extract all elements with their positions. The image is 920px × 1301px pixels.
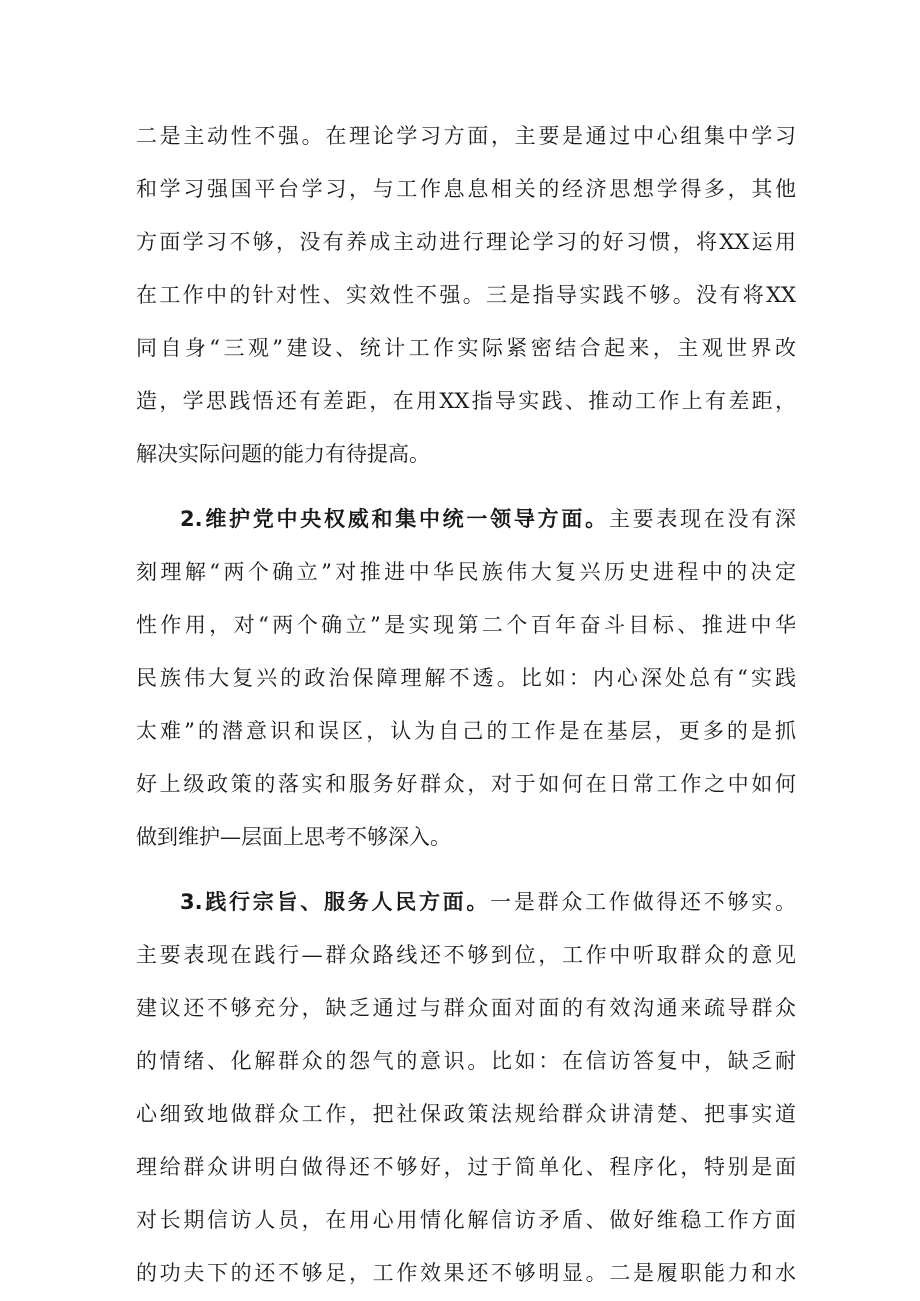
text-line: 心细致地做群众工作，把社保政策法规给群众讲清楚、把事实道 [136,1102,796,1126]
paragraph-first-line [136,493,796,546]
text-line: 主要表现在践行—群众路线还不够到位，工作中听取群众的意见 [136,943,796,967]
text-line: 的功夫下的还不够足，工作效果还不够明显。二是履职能力和水 [136,1261,796,1285]
paragraph-gap [136,864,796,876]
text-line: 好上级政策的落实和服务好群众，对于如何在日常工作之中如何 [136,772,796,796]
text-line: 解决实际问题的能力有待提高。 [136,442,430,466]
text-run: 一是群众工作做得还不够实。 [490,890,796,914]
text-line: 理给群众讲明白做得还不够好，过于简单化、程序化，特别是面 [136,1155,796,1179]
text-line: 做到维护—层面上思考不够深入。 [136,825,451,849]
text-line: 建议还不够充分，缺乏通过与群众面对面的有效沟通来疏导群众 [136,996,796,1020]
paragraph-3 [136,876,796,1300]
text-line: 对长期信访人员，在用心用情化解信访矛盾、做好维稳工作方面 [136,1208,796,1232]
document-body [136,110,796,1300]
text-line: 造，学思践悟还有差距，在用XX指导实践、推动工作上有差距， [136,389,796,413]
text-line: 二是主动性不强。在理论学习方面，主要是通过中心组集中学习 [136,124,796,148]
text-run: 主要表现在没有深 [608,507,796,531]
text-line: 性作用，对“两个确立”是实现第二个百年奋斗目标、推进中华 [136,613,796,637]
text-line: 的情绪、化解群众的怨气的意识。比如：在信访答复中，缺乏耐 [136,1049,796,1073]
paragraph-1 [136,110,796,481]
paragraph-gap [136,481,796,493]
paragraph-first-line [136,876,796,929]
text-line: 民族伟大复兴的政治保障理解不透。比如：内心深处总有“实践 [136,666,796,690]
text-line: 刻理解“两个确立”对推进中华民族伟大复兴历史进程中的决定 [136,560,796,584]
section-heading: 3.践行宗旨、服务人民方面。 [180,890,491,914]
text-line: 太难”的潜意识和误区，认为自己的工作是在基层，更多的是抓 [136,719,796,743]
text-line: 和学习强国平台学习，与工作息息相关的经济思想学得多，其他 [136,177,796,201]
paragraph-2 [136,493,796,864]
text-line: 在工作中的针对性、实效性不强。三是指导实践不够。没有将XX [136,283,796,307]
text-line: 同自身“三观”建设、统计工作实际紧密结合起来，主观世界改 [136,336,796,360]
text-line: 方面学习不够，没有养成主动进行理论学习的好习惯，将XX运用 [136,230,796,254]
section-heading: 2.维护党中央权威和集中统一领导方面。 [180,507,609,531]
